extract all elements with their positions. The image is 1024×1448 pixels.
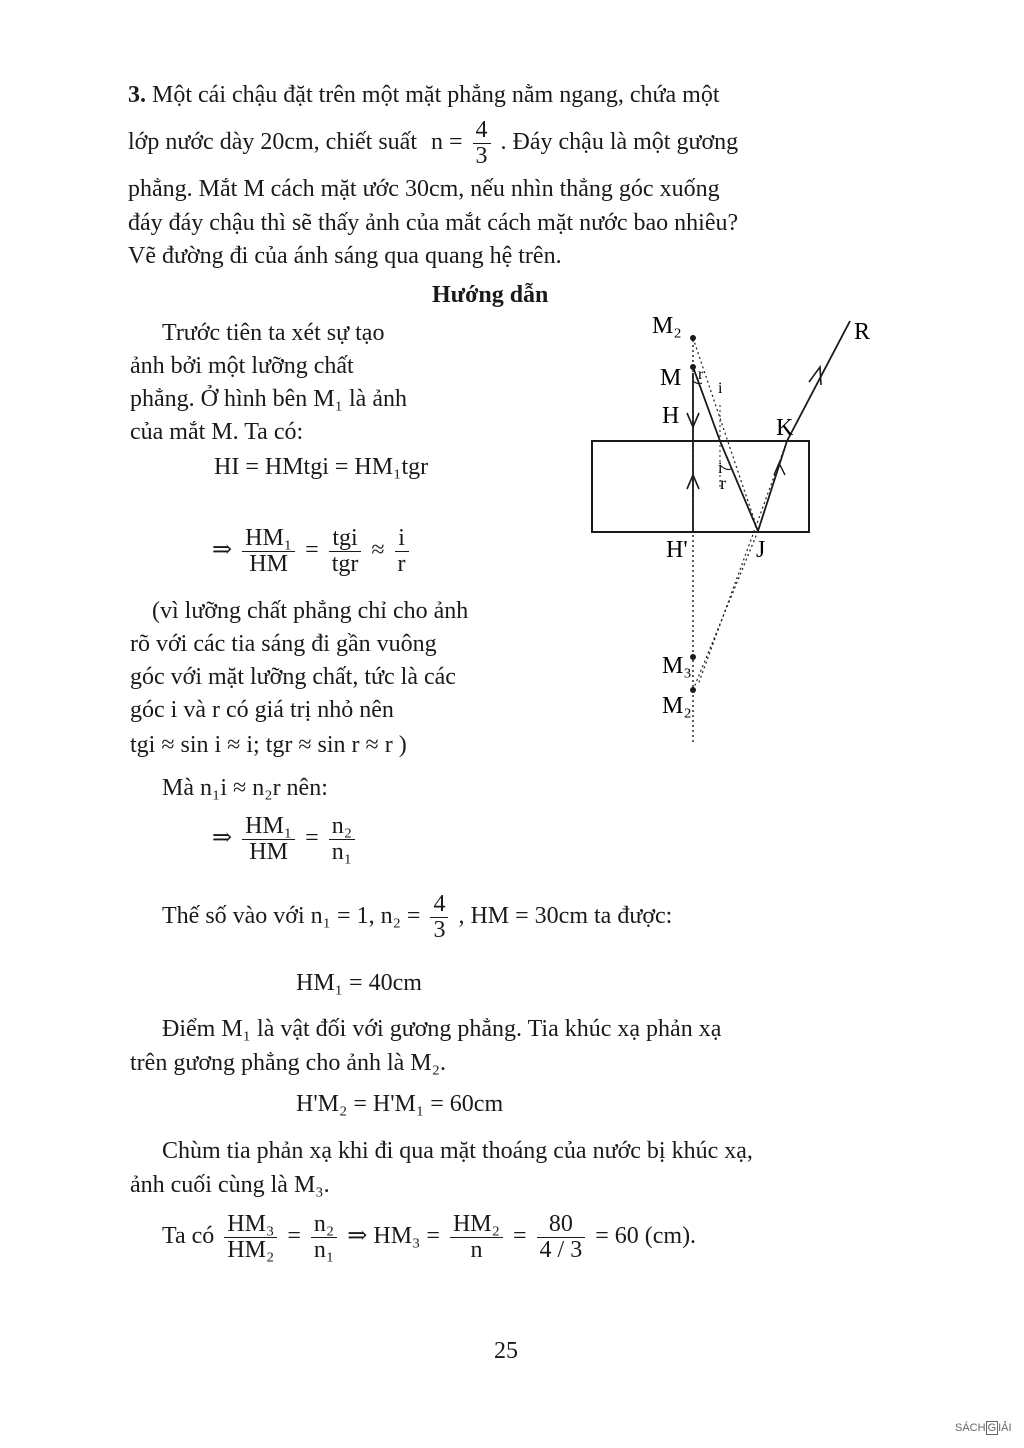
result-hm1: HM₁ = 40cm xyxy=(296,970,422,996)
fraction-numerator: tgi xyxy=(329,526,362,552)
substitution-line xyxy=(162,892,672,943)
intro-line-1: Trước tiên ta xét sự tạo xyxy=(162,320,385,346)
fraction-denominator: HM xyxy=(249,839,288,866)
problem-line-4 xyxy=(128,210,738,237)
water-vessel xyxy=(592,441,809,532)
problem-line-2 xyxy=(128,118,738,169)
fraction-numerator: HM₁ xyxy=(242,814,295,840)
equation-hi: HI = HMtgi = HM₁tgr xyxy=(214,454,429,480)
section-heading: Hướng dẫn xyxy=(432,282,549,308)
paragraph-2-line-2: trên gương phẳng cho ảnh là M₂. xyxy=(130,1050,446,1076)
fraction-hm1-hm xyxy=(242,814,295,865)
label-h-prime: H' xyxy=(666,537,688,563)
arrow-emergent-icon xyxy=(809,367,821,385)
fraction-numerator: 4 xyxy=(430,892,448,918)
fraction-denominator: HM xyxy=(249,551,288,578)
virtual-ray-m3b xyxy=(698,441,787,685)
intro-line-4: của mắt M. Ta có: xyxy=(130,419,304,445)
note-line-1: (vì lưỡng chất phẳng chỉ cho ảnh xyxy=(152,598,469,624)
problem-line-5 xyxy=(128,243,562,270)
label-i-angle-low: i xyxy=(718,460,723,477)
problem-line-1 xyxy=(128,82,880,109)
fraction-denominator: 3 xyxy=(433,917,446,944)
label-m2-top: M₂ xyxy=(652,313,682,339)
approx-sign: ≈ xyxy=(371,537,385,564)
optics-diagram xyxy=(580,305,880,745)
fraction-i-r xyxy=(395,526,409,577)
paragraph-3-line-1: Chùm tia phản xạ khi đi qua mặt thoáng của nước bị khúc xạ, xyxy=(162,1138,753,1164)
final-tail: = 60 (cm). xyxy=(595,1223,697,1250)
label-r-angle-low: r xyxy=(720,473,726,493)
fraction-n2-n1 xyxy=(329,814,355,865)
implies-arrow: ⇒ xyxy=(212,825,233,852)
problem-text-5: Vẽ đường đi của ánh sáng qua quang hệ trên. xyxy=(128,243,562,269)
problem-text-1: Một cái chậu đặt trên một mặt phẳng nằm ngang, chứa một xyxy=(152,82,720,108)
fraction-numerator: HM₃ xyxy=(224,1212,277,1238)
note-line-2: rõ với các tia sáng đi gần vuông xyxy=(130,631,437,657)
label-m3: M₃ xyxy=(662,653,692,679)
label-j: J xyxy=(756,537,766,563)
equals-sign: = xyxy=(305,825,319,852)
implies-arrow: ⇒ xyxy=(212,537,233,564)
problem-line-3 xyxy=(128,176,720,203)
note-line-5: tgi ≈ sin i ≈ i; tgr ≈ sin r ≈ r ) xyxy=(130,732,407,758)
n-numerator: 4 xyxy=(473,118,491,144)
arrow-reflected-icon xyxy=(774,463,785,475)
equals-sign: = xyxy=(305,537,319,564)
problem-text-4: đáy đáy chậu thì sẽ thấy ảnh của mắt cách mặt nước bao nhiêu? xyxy=(128,210,739,236)
label-r-angle-top: r xyxy=(698,366,704,383)
problem-number: 3. xyxy=(128,82,146,108)
paragraph-3-line-2: ảnh cuối cùng là M₃. xyxy=(130,1172,330,1198)
fraction-numerator: n₂ xyxy=(329,814,355,840)
fraction-denominator: 4 / 3 xyxy=(539,1237,583,1264)
fraction-denominator: tgr xyxy=(331,551,359,578)
problem-text-3: phẳng. Mắt M cách mặt ước 30cm, nếu nhìn thẳng góc xuống xyxy=(128,176,720,202)
paragraph-2-line-1: Điểm M₁ là vật đối với gương phẳng. Tia khúc xạ phản xạ xyxy=(162,1016,722,1042)
fraction-hm3-hm2 xyxy=(224,1212,277,1263)
reflected-ray xyxy=(758,441,787,531)
fraction-hm2-n xyxy=(450,1212,503,1263)
fraction-denominator: n₁ xyxy=(313,1237,335,1264)
fraction-denominator: n₁ xyxy=(331,839,353,866)
fraction-4-3 xyxy=(430,892,448,943)
n-fraction xyxy=(473,118,491,169)
fraction-numerator: HM₂ xyxy=(450,1212,503,1238)
substitution-text-b: , HM = 30cm ta được: xyxy=(458,903,673,930)
fraction-numerator: i xyxy=(395,526,409,552)
equation-ratio-indices xyxy=(212,814,359,865)
problem-text-2b: . Đáy chậu là một gương xyxy=(500,129,739,156)
fraction-n2-n1 xyxy=(311,1212,337,1263)
substitution-text-a: Thế số vào với n₁ = 1, n₂ = xyxy=(162,903,421,930)
label-i-angle-top: i xyxy=(718,380,723,397)
final-implies: ⇒ HM₃ = xyxy=(347,1223,440,1250)
point-m xyxy=(690,364,696,370)
equals-sign: = xyxy=(287,1223,301,1250)
problem-text-2a: lớp nước dày 20cm, chiết suất xyxy=(128,129,417,156)
watermark-box: G xyxy=(987,1422,997,1434)
note-line-4: góc i và r có giá trị nhỏ nên xyxy=(130,697,394,723)
equation-ratio-angles xyxy=(212,526,413,577)
fraction-numerator: n₂ xyxy=(311,1212,337,1238)
label-h: H xyxy=(662,403,680,429)
fraction-denominator: HM₂ xyxy=(227,1237,275,1264)
watermark-suffix: IẢI xyxy=(998,1422,1012,1434)
n-denominator: 3 xyxy=(475,143,488,170)
watermark-logo xyxy=(955,1422,1012,1434)
intro-line-2: ảnh bởi một lưỡng chất xyxy=(130,353,354,379)
equation-hm2: H'M₂ = H'M₁ = 60cm xyxy=(296,1091,504,1117)
n-symbol: n = xyxy=(430,129,463,156)
fraction-denominator: n xyxy=(470,1237,483,1264)
label-k: K xyxy=(776,415,794,441)
label-m2-bottom: M₂ xyxy=(662,693,692,719)
label-r-ray: R xyxy=(854,319,871,345)
fraction-tgi-tgr xyxy=(329,526,362,577)
final-lead: Ta có xyxy=(162,1223,215,1250)
emergent-ray xyxy=(787,321,850,441)
equals-sign: = xyxy=(513,1223,527,1250)
page-number: 25 xyxy=(494,1338,518,1364)
watermark-prefix: SÁCH xyxy=(955,1422,986,1434)
ma-line: Mà n₁i ≈ n₂r nên: xyxy=(162,775,328,801)
fraction-hm1-hm xyxy=(242,526,295,577)
intro-line-3: phẳng. Ở hình bên M₁ là ảnh xyxy=(130,386,407,412)
fraction-80-4-3 xyxy=(537,1212,586,1263)
fraction-numerator: HM₁ xyxy=(242,526,295,552)
final-equation xyxy=(162,1212,696,1263)
label-m: M xyxy=(660,365,682,391)
fraction-denominator: r xyxy=(397,551,406,578)
fraction-numerator: 80 xyxy=(537,1212,586,1238)
note-line-3: góc với mặt lưỡng chất, tức là các xyxy=(130,664,456,690)
point-m2-top xyxy=(690,335,696,341)
